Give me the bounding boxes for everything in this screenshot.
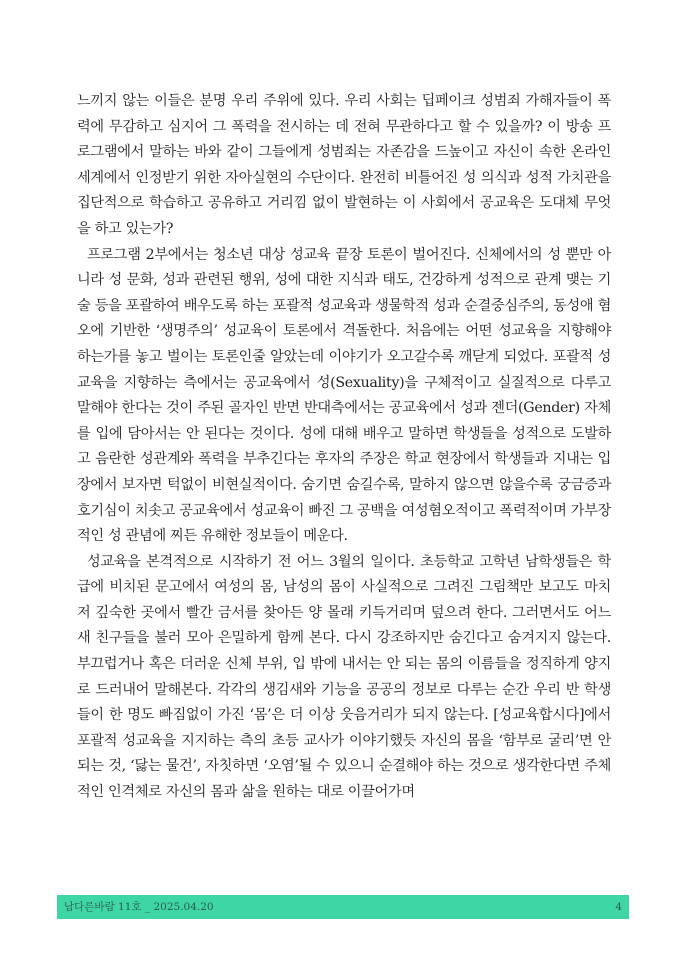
paragraph-2: 프로그램 2부에서는 청소년 대상 성교육 끝장 토론이 벌어진다. 신체에서의 성 뿐만 아니라 성 문화, 성과 관련된 행위, 성에 대한 지식과 태도, 건강하게 성적으로 관계 맺는 기술 등을 포괄하여 배우도록 하는 포괄적 성교육과 생물학적 성과 순결중심주의, 동성애 혐오에 기반한 ‘생명주의’ 성교육이 토론에서 격돌한다. 처음에는 어떤 성교육을 지향해야 하는가를 놓고 벌이는 토론인줄 알았는데 이야기가 오고갈수록 깨닫게 되었다. 포괄적 성교육을 지향하는 측에서는 공교육에서 성(Sexuality)을 구체적이고 실질적으로 다루고 말해야 한다는 것이 주된 골자인 반면 반대측에서는 공교육에서 성과 젠더(Gender) 자체를 입에 담아서는 안 된다는 것이다. 성에 대해 배우고 말하면 학생들을 성적으로 도발하고 음란한 성관계와 폭력을 부추긴다는 후자의 주장은 학교 현장에서 학생들과 지내는 입장에서 보자면 턱없이 비현실적이다. 숨기면 숨길수록, 말하지 않으면 않을수록 궁금증과 호기심이 치솟고 공교육에서 성교육이 빠진 그 공백을 여성혐오적이고 폭력적이며 가부장적인 성 관념에 찌든 유해한 정보들이 메운다. (77, 246, 611, 545)
paragraph-3: 성교육을 본격적으로 시작하기 전 어느 3월의 일이다. 초등학교 고학년 남학생들은 학급에 비치된 문고에서 여성의 몸, 남성의 몸이 사실적으로 그려진 그림책만 보고도 마치 저 깊숙한 곳에서 빨간 금서를 찾아든 양 몰래 키득거리며 덮으려 한다. 그러면서도 어느새 친구들을 불러 모아 은밀하게 함께 본다. 다시 강조하지만 숨긴다고 숨겨지지 않는다. 부끄럽거나 혹은 더러운 신체 부위, 입 밖에 내서는 안 되는 몸의 이름들을 정직하게 양지로 드러내어 말해본다. 각각의 생김새와 기능을 공공의 정보로 다루는 순간 우리 반 학생들이 한 명도 빠짐없이 가진 ‘몸’은 더 이상 웃음거리가 되지 않는다. [성교육합시다]에서 포괄적 성교육을 지지하는 측의 초등 교사가 이야기했듯 자신의 몸을 ‘함부로 굴리’면 안 되는 것, ‘닳는 물건’, 자칫하면 ‘오염’될 수 있으니 순결해야 하는 것으로 생각한다면 주체적인 인격체로 자신의 몸과 삶을 원하는 대로 이끌어가며 (77, 553, 611, 801)
article-body (77, 89, 611, 806)
paragraph-1: 느끼지 않는 이들은 분명 우리 주위에 있다. 우리 사회는 딥페이크 성범죄 가해자들이 폭력에 무감하고 심지어 그 폭력을 전시하는 데 전혀 무관하다고 할 수 있을까? 이 방송 프로그램에서 말하는 바와 같이 그들에게 성범죄는 자존감을 드높이고 자신이 속한 온라인 세계에서 인정받기 위한 자아실현의 수단이다. 완전히 비틀어진 성 의식과 성적 가치관을 집단적으로 학습하고 공유하고 거리낌 없이 발현하는 이 사회에서 공교육은 도대체 무엇을 하고 있는가? (77, 93, 611, 237)
footer-publication-info: 남다른바람 11호 _ 2025.04.20 (64, 901, 214, 913)
page-number: 4 (615, 901, 622, 913)
footer-bar (57, 895, 629, 919)
